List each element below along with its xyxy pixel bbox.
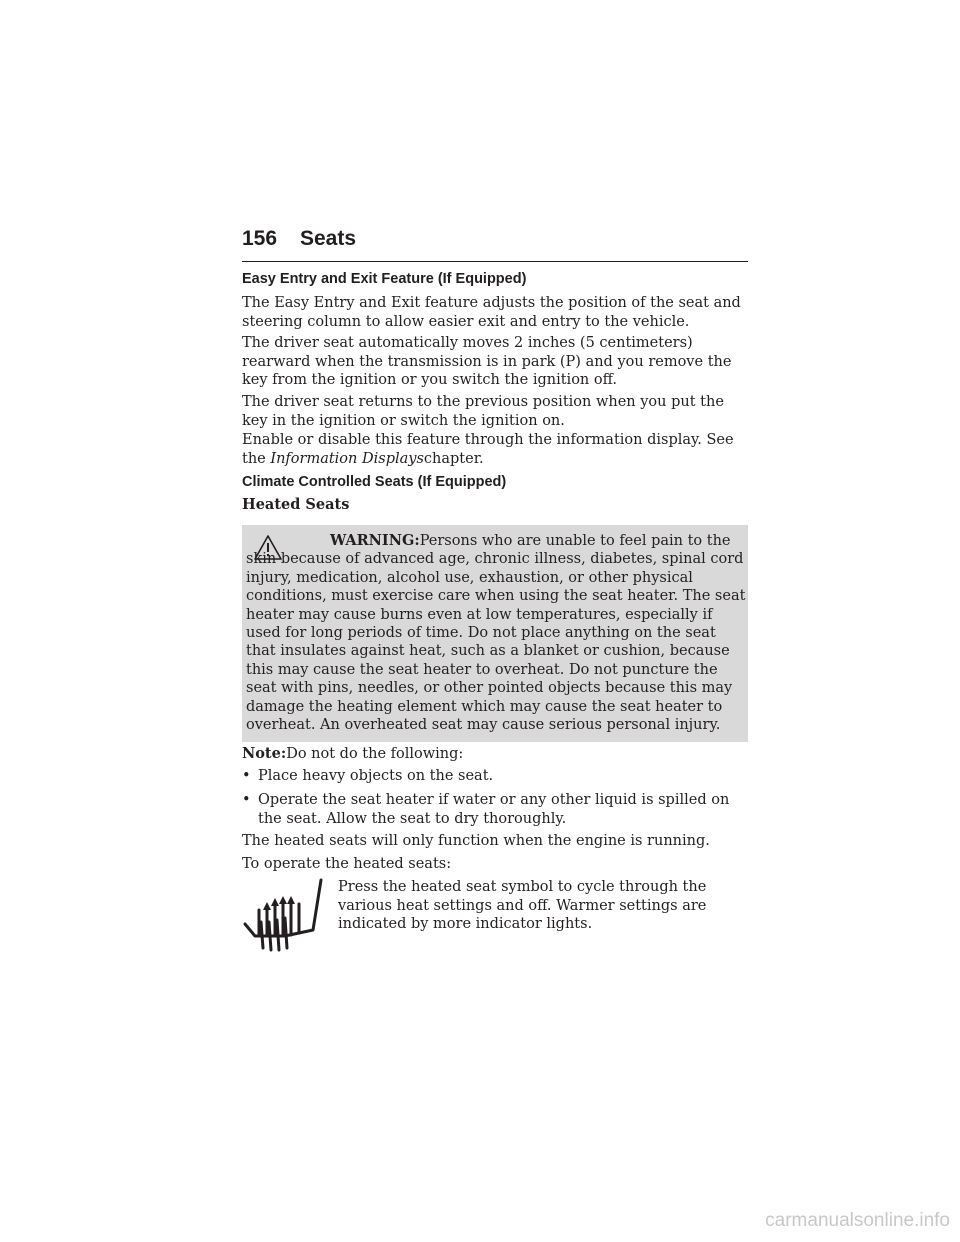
enable-disable-text: Enable or disable this feature through the information display. See the <box>242 432 734 467</box>
section-heading-easy-entry: Easy Entry and Exit Feature (If Equipped) <box>242 271 527 287</box>
bullet-dot: • <box>242 768 251 784</box>
warning-body: Persons who are unable to feel pain to the skin because of advanced age, chronic illness, diabetes, spinal cord injury, medication, alcohol use, exhaustion, or other physical conditions, must exercise care when using the seat heater. The seat heater may cause burns even at low temperatures, especially if used for long periods of time. Do not place anything on the seat that insulates against heat, such as a blanket or cushion, because this may cause the seat heater to overheat. Do not puncture the seat with pins, needles, or other pointed objects because this may damage the heating element which may cause the seat heater to overheat. An overheated seat may cause serious personal injury. <box>246 533 746 734</box>
paragraph-to-operate: To operate the heated seats: <box>242 856 452 872</box>
heated-seat-description: Press the heated seat symbol to cycle through the various heat settings and off. Warmer settings are indicated by more indicator lights. <box>338 879 707 933</box>
section-heading-climate-seats: Climate Controlled Seats (If Equipped) <box>242 474 507 490</box>
information-displays-reference: Information Displays <box>270 450 424 467</box>
page-header <box>242 227 748 262</box>
heated-seat-icon <box>243 872 325 952</box>
paragraph-seat-returns: The driver seat returns to the previous position when you put the key in the ignition or switch the ignition on. <box>242 394 724 429</box>
warning-text <box>246 532 748 734</box>
paragraph-easy-entry-description: The Easy Entry and Exit feature adjusts the position of the seat and steering column to allow easier exit and entry to the vehicle. <box>242 295 741 330</box>
enable-disable-end: chapter. <box>423 450 484 467</box>
chapter-title: Seats <box>300 227 357 250</box>
paragraph-enable-disable <box>242 431 752 468</box>
paragraph-engine-running: The heated seats will only function when the engine is running. <box>242 833 710 849</box>
warning-label: WARNING: <box>330 532 420 549</box>
subheading-heated-seats: Heated Seats <box>242 496 350 513</box>
bullet-dot: • <box>242 792 251 808</box>
page-number: 156 <box>242 227 278 250</box>
bullet-text: Place heavy objects on the seat. <box>258 768 494 784</box>
note-text: Do not do the following: <box>286 746 464 762</box>
note <box>242 745 752 764</box>
bullet-text: Operate the seat heater if water or any other liquid is spilled on the seat. Allow the seat to dry thoroughly. <box>258 792 730 827</box>
warning-box <box>242 525 748 742</box>
note-label: Note: <box>242 745 287 762</box>
watermark: carmanualsonline.info <box>765 1210 950 1231</box>
paragraph-seat-moves-rearward: The driver seat automatically moves 2 inches (5 centimeters) rearward when the transmission is in park (P) and you remove the key from the ignition or you switch the ignition off. <box>242 335 732 389</box>
